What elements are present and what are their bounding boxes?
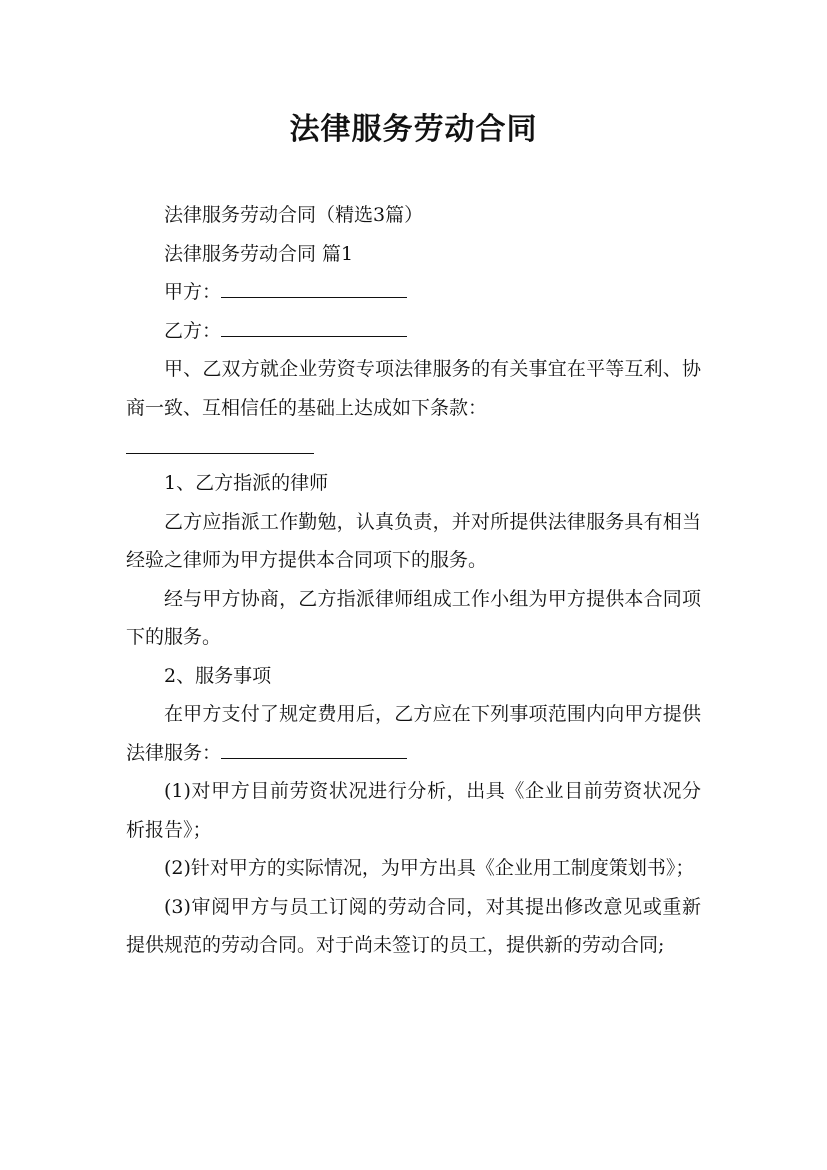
clause-2-blank [221,734,407,759]
clause-2-intro [126,695,701,772]
clause-1-text-a: 乙方应指派工作勤勉，认真负责，并对所提供法律服务具有相当经验之律师为甲方提供本合同项下的服务。 [126,510,701,571]
party-a-label: 甲方： [164,281,222,303]
clause-2-intro-text: 在甲方支付了规定费用后，乙方应在下列事项范围内向甲方提供法律服务： [126,703,701,764]
clause-1-heading: 1、乙方指派的律师 [164,472,329,494]
paragraph-section-heading: 法律服务劳动合同 篇1 [164,242,354,265]
clause-2-item-3: (3)审阅甲方与员工订阅的劳动合同，对其提出修改意见或重新提供规范的劳动合同。对于尚未签订的员工，提供新的劳动合同; [126,895,701,956]
party-a-blank [221,273,407,298]
document-title: 法律服务劳动合同 [289,112,538,147]
clause-2-item-1: (1)对甲方目前劳资状况进行分析，出具《企业目前劳资状况分析报告》； [126,780,701,841]
party-a-line [126,273,701,312]
preamble-blank [126,427,314,454]
clause-1-text-b: 经与甲方协商，乙方指派律师组成工作小组为甲方提供本合同项下的服务。 [126,587,701,648]
party-b-label: 乙方： [164,319,222,342]
party-b-line [126,312,701,351]
document-body [126,196,701,965]
party-b-blank [221,312,407,337]
clause-2-heading: 2、服务事项 [164,664,272,687]
paragraph-preamble: 甲、乙双方就企业劳资专项法律服务的有关事宜在平等互利、协商一致、互相信任的基础上达成如下条款： [126,358,701,419]
clause-2-item-2: (2)针对甲方的实际情况，为甲方出具《企业用工制度策划书》； [164,857,695,879]
paragraph-subtitle: 法律服务劳动合同（精选3篇） [164,204,424,226]
